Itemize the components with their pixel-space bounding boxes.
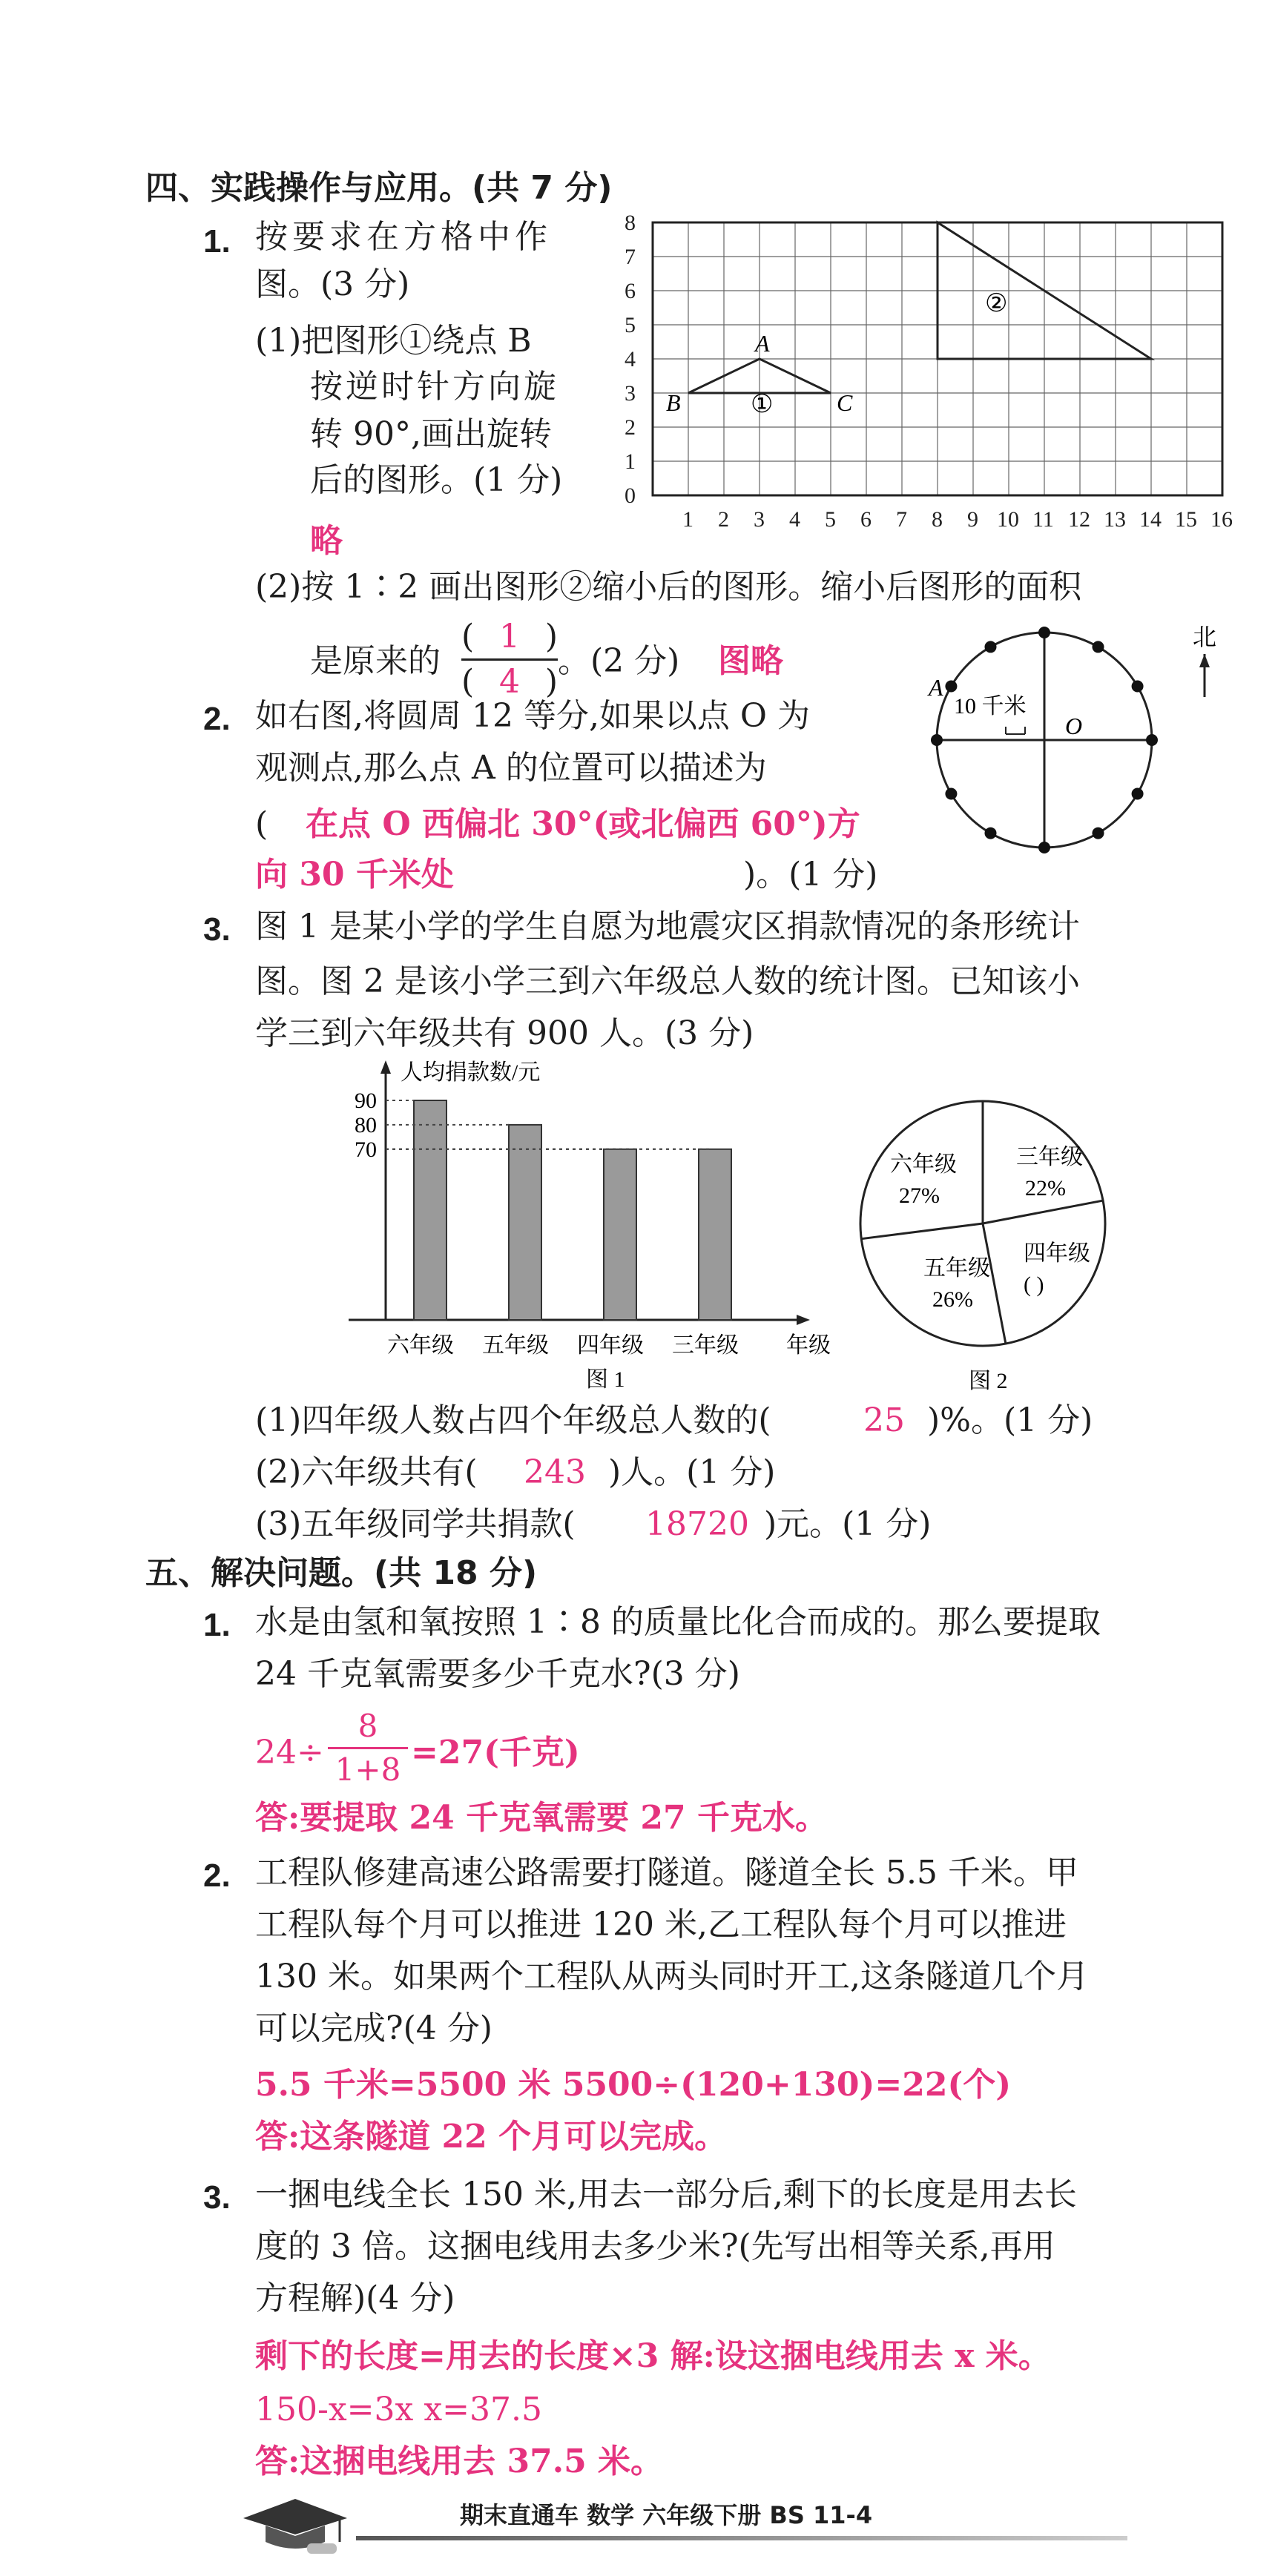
pie-chart-caption: 图 2 (969, 1369, 1008, 1393)
p1-fraction (328, 1705, 408, 1791)
q3-sub2-answer: 243 (524, 1453, 586, 1491)
q3-line2: 图。图 2 是该小学三到六年级总人数的统计图。已知该小 (255, 962, 1080, 1000)
x-tick-label: 11 (1032, 507, 1054, 532)
compass-circle-figure (920, 615, 1268, 860)
pie-divider (861, 1223, 983, 1239)
p1-answer: 答:要提取 24 千克氧需要 27 千克水。 (255, 1799, 828, 1837)
q2-line2: 观测点,那么点 A 的位置可以描述为 (255, 749, 767, 787)
p2-line1: 工程队修建高速公路需要打隧道。隧道全长 5.5 千米。甲 (255, 1854, 1078, 1892)
p3-line1: 一捆电线全长 150 米,用去一部分后,剩下的长度是用去长 (255, 2176, 1077, 2213)
p2-number: 2. (203, 1857, 231, 1894)
y-tick-label: 1 (625, 449, 636, 474)
y-tick-label: 4 (625, 347, 636, 371)
p3-relation: 剩下的长度=用去的长度×3 解:设这捆电线用去 x 米。 (255, 2337, 1051, 2375)
q1-sub2-prefix: 是原来的 (310, 642, 441, 680)
bar-chart (341, 1053, 875, 1409)
pie-divider (983, 1201, 1103, 1223)
x-tick-label: 1 (682, 507, 693, 532)
category-label: 五年级 (482, 1333, 549, 1358)
point-A-label: A (929, 674, 943, 701)
coordinate-grid (623, 211, 1233, 541)
y-axis-label: 人均捐款数/元 (401, 1060, 541, 1085)
y-tick-label: 8 (625, 211, 636, 235)
circle-division-point (945, 681, 957, 693)
circle-division-point (945, 788, 957, 800)
circle-division-point (1038, 842, 1050, 853)
q1-sub2-answer: 图略 (718, 642, 783, 680)
q2-answer-line1: 在点 O 西偏北 30°(或北偏西 60°)方 (306, 805, 860, 843)
p2-answer: 答:这条隧道 22 个月可以完成。 (255, 2118, 728, 2156)
graduation-cap-icon (236, 2490, 355, 2557)
q3-sub1-prefix: (1)四年级人数占四个年级总人数的( (255, 1401, 771, 1439)
pie-slice-value: ( ) (1024, 1272, 1044, 1297)
x-tick-label: 15 (1175, 507, 1197, 532)
q2-number: 2. (203, 701, 231, 737)
p2-line2: 工程队每个月可以推进 120 米,乙工程队每个月可以推进 (255, 1906, 1067, 1943)
y-tick-label: 3 (625, 381, 636, 406)
y-tick-label: 90 (355, 1089, 377, 1113)
bar-chart-caption: 图 1 (586, 1367, 625, 1392)
q1-sub1-line3: 转 90°,画出旋转 (310, 415, 552, 453)
y-tick-label: 2 (625, 415, 636, 440)
x-tick-label: 6 (860, 507, 872, 532)
q2-suffix: )。(1 分) (743, 856, 878, 894)
north-label: 北 (1193, 624, 1217, 650)
x-tick-label: 9 (967, 507, 978, 532)
pie-chart (853, 1083, 1120, 1409)
section5-title: 五、解决问题。(共 18 分) (145, 1554, 538, 1592)
circle-division-point (931, 734, 943, 746)
pie-slice-value: 27% (899, 1183, 940, 1208)
pie-slice-label: 三年级 (1016, 1145, 1083, 1169)
q1-number: 1. (203, 223, 231, 260)
circle-division-point (1038, 627, 1050, 638)
p1-calc-result: =27(千克) (411, 1734, 580, 1771)
p2-line4: 可以完成?(4 分) (255, 2009, 492, 2047)
p3-line2: 度的 3 倍。这捆电线用去多少米?(先写出相等关系,再用 (255, 2227, 1055, 2265)
p3-line3: 方程解)(4 分) (255, 2279, 455, 2317)
p1-line1: 水是由氢和氧按照 1∶8 的质量比化合而成的。那么要提取 (255, 1603, 1101, 1641)
scale-label: 10 千米 (954, 694, 1027, 719)
circle-division-point (985, 828, 997, 839)
x-axis-label: 年级 (786, 1333, 831, 1358)
q1-sub1-line2: 按逆时针方向旋 (310, 368, 559, 406)
q2-line1: 如右图,将圆周 12 等分,如果以点 O 为 (255, 697, 810, 735)
circle-division-point (1146, 734, 1158, 746)
x-tick-label: 5 (825, 507, 836, 532)
q3-sub3-answer: 18720 (645, 1505, 749, 1543)
p3-answer: 答:这捆电线用去 37.5 米。 (255, 2443, 664, 2480)
x-tick-label: 8 (932, 507, 943, 532)
q3-line1: 图 1 是某小学的学生自愿为地震灾区捐款情况的条形统计 (255, 908, 1080, 945)
y-tick-label: 7 (625, 245, 636, 269)
x-tick-label: 4 (789, 507, 800, 532)
pie-slice-label: 五年级 (923, 1256, 990, 1281)
p3-equation: 150-x=3x x=37.5 (255, 2391, 542, 2428)
y-tick-label: 80 (355, 1112, 377, 1137)
y-tick-label: 5 (625, 313, 636, 337)
q3-sub1-suffix: )%。(1 分) (927, 1401, 1093, 1439)
category-label: 四年级 (577, 1333, 644, 1358)
x-tick-label: 7 (896, 507, 907, 532)
p1-line2: 24 千克氧需要多少千克水?(3 分) (255, 1655, 740, 1693)
q2-paren-open: ( (255, 805, 268, 843)
q1-fraction: ( 1 ) ( 4 ) (461, 615, 558, 704)
bar (509, 1125, 541, 1320)
footer-text: 期末直通车 数学 六年级下册 BS 11-4 (460, 2501, 873, 2529)
y-tick-label: 0 (625, 483, 636, 508)
circle-division-point (1132, 681, 1144, 693)
pie-slice-value: 22% (1025, 1176, 1066, 1201)
shape1-label: ① (751, 391, 774, 418)
label-C: C (837, 389, 853, 416)
p1-number: 1. (203, 1607, 231, 1643)
q1-sub1-answer: 略 (310, 522, 343, 560)
p2-line3: 130 米。如果两个工程队从两头同时开工,这条隧道几个月 (255, 1958, 1089, 1995)
y-tick-label: 70 (355, 1137, 377, 1162)
pie-slice-value: 26% (932, 1287, 973, 1312)
x-tick-label: 10 (997, 507, 1019, 532)
circle-division-point (985, 641, 997, 653)
circle-division-point (1093, 641, 1104, 653)
x-tick-label: 14 (1139, 507, 1162, 532)
shape2-label: ② (985, 290, 1008, 317)
category-label: 六年级 (387, 1333, 454, 1358)
p2-calc: 5.5 千米=5500 米 5500÷(120+130)=22(个) (255, 2066, 1012, 2104)
q1-sub2-line1: (2)按 1∶2 画出图形②缩小后的图形。缩小后图形的面积 (255, 568, 1082, 606)
fraction-numerator: 1 (499, 618, 520, 655)
p1-fraction-numerator: 8 (358, 1708, 378, 1744)
circle-division-point (1132, 788, 1144, 800)
q3-number: 3. (203, 911, 231, 948)
q3-sub1-answer: 25 (863, 1401, 905, 1439)
q2-answer-line2: 向 30 千米处 (255, 856, 454, 894)
pie-slice-label: 四年级 (1024, 1241, 1090, 1266)
p1-fraction-denominator: 1+8 (335, 1751, 401, 1788)
x-tick-label: 2 (718, 507, 729, 532)
circle-division-point (1093, 828, 1104, 839)
q3-sub2-prefix: (2)六年级共有( (255, 1453, 478, 1491)
section4-title: 四、实践操作与应用。(共 7 分) (145, 169, 613, 207)
bar (414, 1100, 447, 1320)
category-label: 三年级 (672, 1333, 739, 1358)
point-O-label: O (1065, 713, 1083, 739)
x-tick-label: 12 (1068, 507, 1090, 532)
x-tick-label: 3 (754, 507, 765, 532)
x-tick-label: 16 (1210, 507, 1233, 532)
pie-divider (983, 1223, 1006, 1344)
p3-number: 3. (203, 2179, 231, 2216)
label-A: A (755, 330, 770, 357)
bar (604, 1149, 636, 1320)
q1-line1: 按要求在方格中作 (255, 218, 552, 256)
label-B: B (666, 389, 681, 416)
q1-sub1-line4: 后的图形。(1 分) (310, 461, 563, 499)
q1-sub2-suffix: 。(2 分) (558, 642, 680, 680)
x-tick-label: 13 (1104, 507, 1126, 532)
pie-slice-label: 六年级 (890, 1152, 957, 1177)
p1-calc-prefix: 24÷ (255, 1734, 324, 1771)
q1-line2: 图。(3 分) (255, 265, 410, 303)
y-tick-label: 6 (625, 279, 636, 303)
bar (699, 1149, 731, 1320)
q1-sub1-line1: (1)把图形①绕点 B (255, 322, 532, 360)
q3-line3: 学三到六年级共有 900 人。(3 分) (255, 1014, 754, 1052)
q3-sub2-suffix: )人。(1 分) (608, 1453, 776, 1491)
q3-sub3-suffix: )元。(1 分) (764, 1505, 932, 1543)
q3-sub3-prefix: (3)五年级同学共捐款( (255, 1505, 576, 1543)
fraction-denominator: 4 (499, 663, 520, 701)
